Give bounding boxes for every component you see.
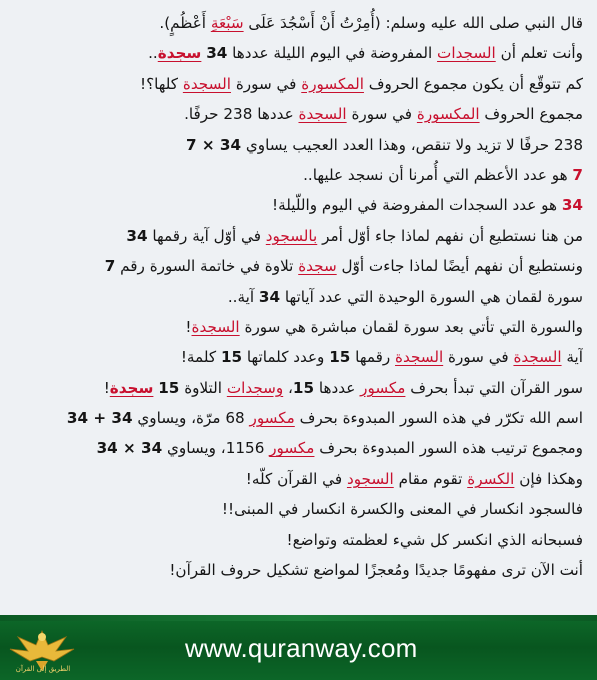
text-segment: أَعْظُمٍ). (159, 14, 211, 32)
text-segment: 68 مرّة، ويساوي (132, 409, 250, 428)
highlighted-word: مكسور (269, 439, 315, 458)
text-segment: عددها (314, 378, 361, 397)
highlighted-word: سجدة (157, 44, 202, 63)
footer-banner (0, 615, 597, 680)
text-segment: هو عدد السجدات المفروضة في اليوم واللّيلة! (272, 196, 562, 215)
text-segment: 34 + 34 (66, 409, 133, 428)
text-line (14, 373, 583, 403)
highlighted-word: الكسرة (467, 469, 515, 488)
text-segment: تقوم مقام (393, 469, 468, 488)
text-segment: من هنا نستطيع أن نفهم لماذا جاء أوّل أمر (317, 226, 583, 245)
text-segment: كلها؟! (139, 74, 183, 93)
highlighted-word: السجدات (437, 44, 496, 63)
text-segment: رقمها (350, 348, 396, 367)
text-segment: 15 (220, 348, 243, 367)
text-segment: آية (561, 348, 583, 367)
text-line (14, 130, 583, 160)
highlighted-word: السجدة (513, 348, 562, 367)
text-segment: وأنت تعلم أن (495, 44, 583, 63)
text-segment: آية.. (227, 287, 259, 306)
text-segment: المفروضة في اليوم الليلة عددها (227, 44, 438, 63)
text-line (14, 221, 583, 251)
text-segment: التلاوة (179, 378, 227, 397)
text-segment: كم تتوقّع أن يكون مجموع الحروف (363, 74, 583, 93)
text-segment: 34 (126, 226, 148, 245)
highlighted-word: سجدة (298, 257, 337, 276)
text-segment: كلمة! (180, 348, 221, 367)
text-segment: 1156، ويساوي (162, 439, 270, 458)
text-segment: سور القرآن التي تبدأ بحرف (405, 378, 583, 397)
logo-caption: الطريق إلى القرآن (15, 665, 71, 673)
text-segment: ! (185, 317, 192, 336)
text-line (14, 312, 583, 342)
text-line (14, 525, 583, 555)
highlighted-word: السجدة (182, 74, 231, 93)
highlighted-word: مكسور (249, 409, 295, 428)
text-line (14, 38, 583, 68)
text-segment: ، (283, 378, 293, 397)
text-segment: 34 × 7 (186, 135, 242, 154)
text-line (14, 99, 583, 129)
text-segment: ! (103, 378, 110, 397)
text-segment: في سورة (346, 105, 417, 124)
text-line (14, 160, 583, 190)
text-line (14, 342, 583, 372)
text-line (14, 494, 583, 524)
highlighted-word: بالسجود (265, 226, 318, 245)
text-segment: عددها 238 حرفًا. (184, 105, 299, 124)
text-segment: والسورة التي تأتي بعد سورة لقمان مباشرة هي سورة (239, 317, 583, 336)
text-segment: في سورة (443, 348, 514, 367)
text-segment: تلاوة في خاتمة السورة رقم (115, 257, 299, 276)
text-segment: 34 (206, 44, 228, 63)
highlighted-word: السجدة (298, 105, 347, 124)
text-line (14, 282, 583, 312)
highlighted-word: وسجدات (226, 378, 284, 397)
text-segment: فالسجود انكسار في المعنى والكسرة انكسار في المبنى!! (221, 500, 583, 519)
text-line (14, 69, 583, 99)
text-segment: قال النبي صلى الله عليه وسلم: (أُمِرْتُ أَنْ أَسْجُدَ عَلَى (243, 14, 583, 32)
footer-top-band (0, 615, 597, 621)
text-segment: 34 (258, 287, 281, 306)
highlighted-word: سَبْعَةِ (210, 14, 244, 32)
text-segment: في أوّل آية رقمها (147, 226, 266, 245)
text-line (14, 433, 583, 463)
website-link[interactable]: www.quranway.com (185, 633, 418, 663)
highlighted-word: السجدة (395, 348, 444, 367)
text-segment: 15 (329, 348, 351, 367)
text-segment: 15 (158, 378, 180, 397)
highlighted-word: 7 (572, 165, 583, 184)
text-segment: في القرآن كلّه! (245, 469, 347, 488)
text-segment: فسبحانه الذي انكسر كل شيء لعظمته وتواضع! (286, 530, 583, 549)
text-line (14, 8, 583, 38)
text-segment: اسم الله تكرّر في هذه السور المبدوءة بحرف (294, 409, 583, 428)
article-text (14, 8, 583, 585)
text-segment: سورة لقمان هي السورة الوحيدة التي عدد آياتها (280, 287, 583, 306)
highlighted-word: مكسور (360, 378, 406, 397)
text-segment: ومجموع ترتيب هذه السور المبدوءة بحرف (314, 439, 583, 458)
text-segment: ونستطيع أن نفهم أيضًا لماذا جاءت أوّل (336, 257, 583, 276)
text-segment: 238 حرفًا لا تزيد ولا تنقص، وهذا العدد العجيب يساوي (241, 135, 583, 154)
text-line (14, 251, 583, 281)
highlighted-word: السجدة (191, 317, 240, 336)
text-segment: في سورة (231, 74, 302, 93)
highlighted-word: المكسورة (301, 74, 364, 93)
text-line (14, 190, 583, 220)
highlighted-word: 34 (561, 196, 583, 215)
text-segment: وهكذا فإن (514, 469, 583, 488)
text-segment: 34 × 34 (96, 439, 163, 458)
highlighted-word: سجدة (109, 378, 154, 397)
text-segment: .. (148, 44, 158, 63)
text-segment: وعدد كلماتها (242, 348, 330, 367)
highlighted-word: المكسورة (416, 105, 480, 124)
text-segment: هو عدد الأعظم التي أُمرنا أن نسجد عليها.. (303, 165, 573, 184)
text-segment: 7 (104, 257, 116, 276)
text-segment: مجموع الحروف (479, 105, 583, 124)
text-line (14, 464, 583, 494)
highlighted-word: السجود (346, 469, 394, 488)
text-segment: أنت الآن ترى مفهومًا جديدًا ومُعجزًا لمواضع تشكيل حروف القرآن! (169, 561, 583, 580)
text-line (14, 555, 583, 585)
text-segment: 15 (292, 378, 315, 397)
text-line (14, 403, 583, 433)
